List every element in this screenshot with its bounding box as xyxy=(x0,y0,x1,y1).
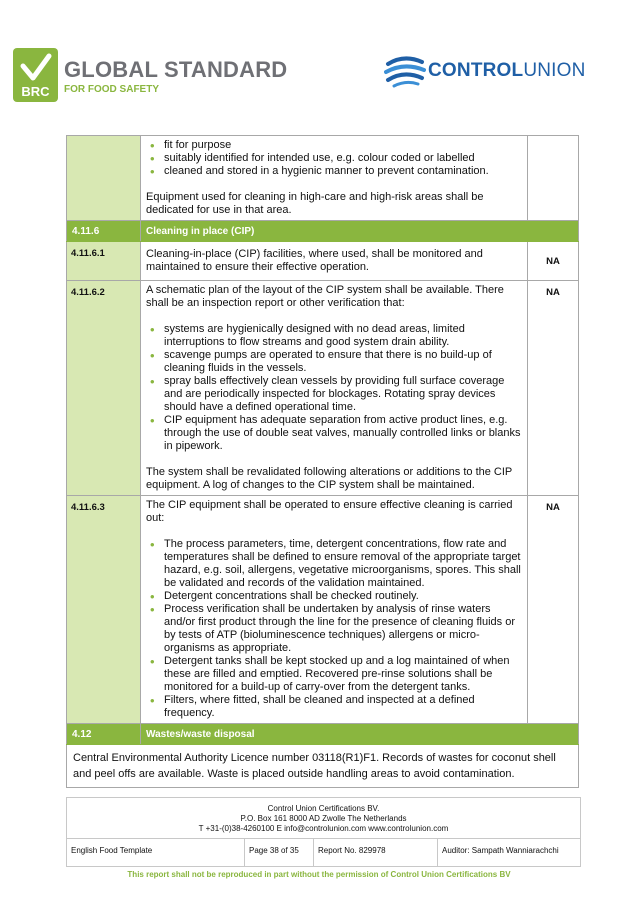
brc-logo xyxy=(13,48,58,102)
list-item: • Detergent tanks shall be kept stocked up and a log maintained of when these are filled and emptied. Recovered pre-rinse solutions shall be monitored for a build-up of carry-over from the detergent tanks. xyxy=(146,655,522,694)
clause-number: 4.11.6.2 xyxy=(71,287,105,298)
control-union-wordmark xyxy=(428,60,586,82)
section-title: Cleaning in place (CIP) xyxy=(141,221,579,242)
list-item: • The process parameters, time, detergent concentrations, flow rate and temperatures shall be defined to ensure removal of the appropriate target hazard, e.g. soil, allergens, vegetative microorganisms, spores. This shall be validated and records of the validation maintained. xyxy=(146,538,522,590)
brc-logo-text: BRC xyxy=(21,84,50,99)
list-item: • Detergent concentrations shall be checked routinely. xyxy=(146,590,522,603)
table-row xyxy=(67,745,579,788)
table-row xyxy=(67,281,579,496)
footer-template: English Food Template xyxy=(67,839,245,867)
status-cell xyxy=(528,136,579,221)
clause-number: 4.11.6.3 xyxy=(71,502,105,513)
bullet-list xyxy=(146,323,522,453)
wordmark-light: UNION xyxy=(523,60,586,81)
footer-report-number: Report No. 829978 xyxy=(314,839,438,867)
clause-number: 4.11.6.1 xyxy=(71,248,105,259)
paragraph: Equipment used for cleaning in high-care and high-risk areas shall be dedicated for use in that area. xyxy=(146,191,484,216)
disclaimer: This report shall not be reproduced in part without the permission of Control Union Certifications BV xyxy=(127,870,511,879)
clause-number-cell xyxy=(67,281,141,496)
section-header-row xyxy=(67,724,579,745)
footer-address-block xyxy=(67,804,580,834)
status-cell: NA xyxy=(528,496,579,724)
clause-number-cell xyxy=(67,242,141,281)
requirements-table xyxy=(66,135,579,788)
status-cell: NA xyxy=(528,281,579,496)
clause-number-cell xyxy=(67,136,141,221)
brand-title: GLOBAL STANDARD xyxy=(64,57,288,82)
clause-number-cell xyxy=(67,496,141,724)
section-number: 4.12 xyxy=(67,724,141,745)
footer-page-number: Page 38 of 35 xyxy=(245,839,314,867)
findings-cell: Central Environmental Authority Licence number 03118(R1)F1. Records of wastes for coconut shell and peel offs are available. Waste is placed outside handling areas to avoid contamination. xyxy=(67,745,579,788)
list-item: • systems are hygienically designed with no dead areas, limited interruptions to flow streams and good system drain ability. xyxy=(146,323,522,349)
paragraph: A schematic plan of the layout of the CIP system shall be available. There shall be an inspection report or other verification that: xyxy=(146,284,504,309)
list-item: • Process verification shall be undertaken by analysis of rinse waters and/or first product through the line for the presence of cleaning fluids or by tests of ATP (bioluminescence techniques) allergens or micro-organisms as appropriate. xyxy=(146,603,522,655)
footer-contact: T +31-(0)38-4260100 E info@controlunion.com www.controlunion.com xyxy=(198,824,449,833)
list-item: • fit for purpose xyxy=(146,139,522,152)
paragraph: Cleaning-in-place (CIP) facilities, where used, shall be monitored and maintained to ensure their effective operation. xyxy=(146,248,483,273)
section-title: Wastes/waste disposal xyxy=(141,724,579,745)
section-number: 4.11.6 xyxy=(67,221,141,242)
list-item: • suitably identified for intended use, e.g. colour coded or labelled xyxy=(146,152,522,165)
list-item: • spray balls effectively clean vessels by providing full surface coverage and are periodically inspected for blockages. Rotating spray devices should have a defined operational time. xyxy=(146,375,522,414)
control-union-logo-icon xyxy=(384,56,426,88)
status-cell: NA xyxy=(528,242,579,281)
bullet-list xyxy=(146,139,522,178)
requirement-cell xyxy=(141,136,528,221)
requirement-cell xyxy=(141,242,528,281)
wordmark-bold: CONTROL xyxy=(428,60,524,81)
table-row xyxy=(67,496,579,724)
list-item: • Filters, where fitted, shall be cleaned and inspected at a defined frequency. xyxy=(146,694,522,720)
paragraph: The CIP equipment shall be operated to ensure effective cleaning is carried out: xyxy=(146,499,513,524)
footer-meta-row xyxy=(67,838,580,867)
table-row xyxy=(67,136,579,221)
requirement-cell xyxy=(141,496,528,724)
footer-auditor: Auditor: Sampath Wanniarachchi xyxy=(442,846,559,855)
footer-company: Control Union Certifications BV. xyxy=(267,804,380,813)
paragraph: The system shall be revalidated following alterations or additions to the CIP equipment. A log of changes to the CIP system shall be maintained. xyxy=(146,466,513,491)
footer-address: P.O. Box 161 8000 AD Zwolle The Netherlands xyxy=(240,814,407,823)
section-header-row xyxy=(67,221,579,242)
requirement-cell xyxy=(141,281,528,496)
bullet-list xyxy=(146,538,522,720)
page-footer xyxy=(66,797,581,867)
list-item: • scavenge pumps are operated to ensure that there is no build-up of cleaning fluids in the vessels. xyxy=(146,349,522,375)
list-item: • cleaned and stored in a hygienic manner to prevent contamination. xyxy=(146,165,522,178)
list-item: • CIP equipment has adequate separation from active product lines, e.g. through the use of double seat valves, manually controlled links or blanks in pipework. xyxy=(146,414,522,453)
table-row xyxy=(67,242,579,281)
brand-subtitle: FOR FOOD SAFETY xyxy=(64,84,159,95)
page-header xyxy=(0,0,638,110)
